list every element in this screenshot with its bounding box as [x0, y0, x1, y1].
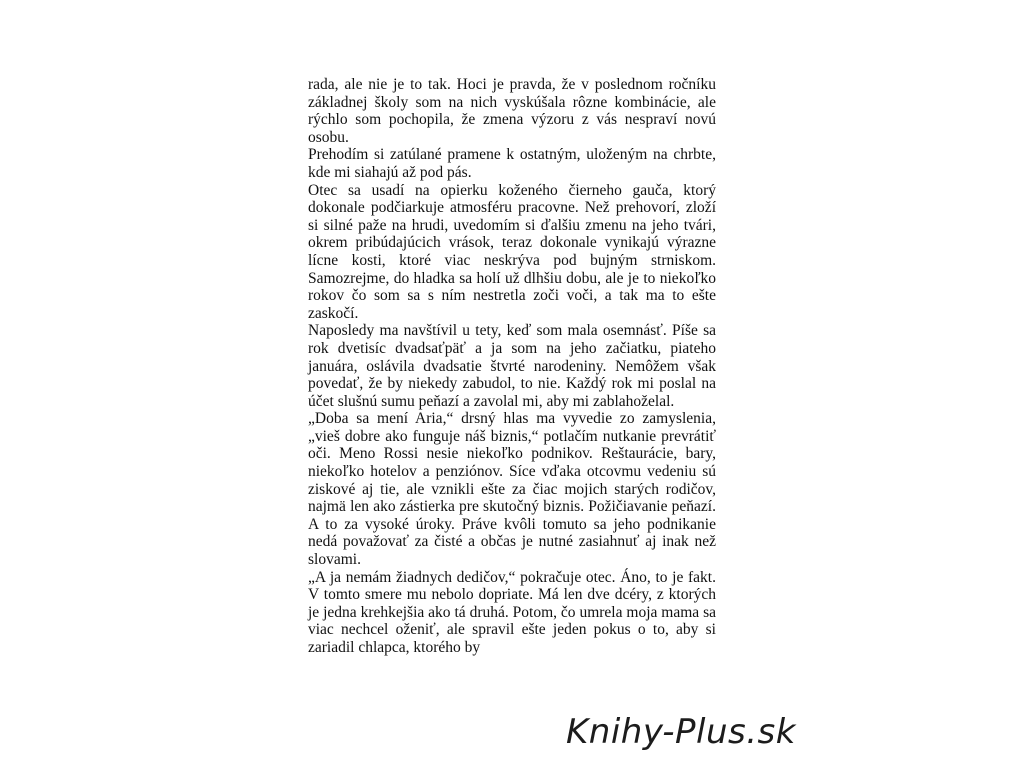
paragraph: rada, ale nie je to tak. Hoci je pravda, že v poslednom ročníku základnej školy som na nich vyskúšala rôzne kombinácie, ale rýchlo som pochopila, že zmena výzoru z vás nespraví novú osobu. — [308, 76, 716, 146]
paragraph: Naposledy ma navštívil u tety, keď som mala osemnásť. Píše sa rok dvetisíc dvadsaťpäť a ja som na jeho začiatku, piateho januára, oslávila dvadsatie štvrté narodeniny. Nemôžem však povedať, že by niekedy zabudol, to nie. Každý rok mi poslal na účet slušnú sumu peňazí a zavolal mi, aby mi zablahoželal. — [308, 322, 716, 410]
paragraph: „Doba sa mení Aria,“ drsný hlas ma vyvedie zo zamyslenia, „vieš dobre ako funguje náš biznis,“ potlačím nutkanie prevrátiť oči. Meno Rossi nesie niekoľko podnikov. Reštaurácie, bary, niekoľko hotelov a penziónov. Síce vďaka otcovmu vedeniu sú ziskové aj tie, ale vznikli ešte za čiac mojich starých rodičov, najmä len ako zástierka pre skutočný biznis. Požičiavanie peňazí. A to za vysoké úroky. Práve kvôli tomuto sa jeho podnikanie nedá považovať za čisté a občas je nutné zasiahnuť aj inak než slovami. — [308, 410, 716, 569]
paragraph: „A ja nemám žiadnych dedičov,“ pokračuje otec. Áno, to je fakt. V tomto smere mu nebolo dopriate. Má len dve dcéry, z ktorých je jedna krehkejšia ako tá druhá. Potom, čo umrela moja mama sa viac nechcel oženiť, ale spravil ešte jeden pokus o to, aby si zariadil chlapca, ktorého by — [308, 568, 716, 656]
paragraph: Prehodím si zatúlané pramene k ostatným, uloženým na chrbte, kde mi siahajú až pod pás. — [308, 146, 716, 181]
paragraph: Otec sa usadí na opierku koženého čierneho gauča, ktorý dokonale podčiarkuje atmosféru pracovne. Než prehovorí, zloží si silné paže na hrudi, uvedomím si ďalšiu zmenu na jeho tvári, okrem pribúdajúcich vrások, teraz dokonale vynikajú výrazne lícne kosti, ktoré viac neskrýva pod bujným strniskom. Samozrejme, do hladka sa holí už dlhšiu dobu, ale je to niekoľko rokov čo som sa s ním nestretla zoči voči, a tak ma to ešte zaskočí. — [308, 181, 716, 322]
book-text-column — [308, 76, 716, 657]
watermark-logo: Knihy-Plus.sk — [566, 712, 796, 752]
